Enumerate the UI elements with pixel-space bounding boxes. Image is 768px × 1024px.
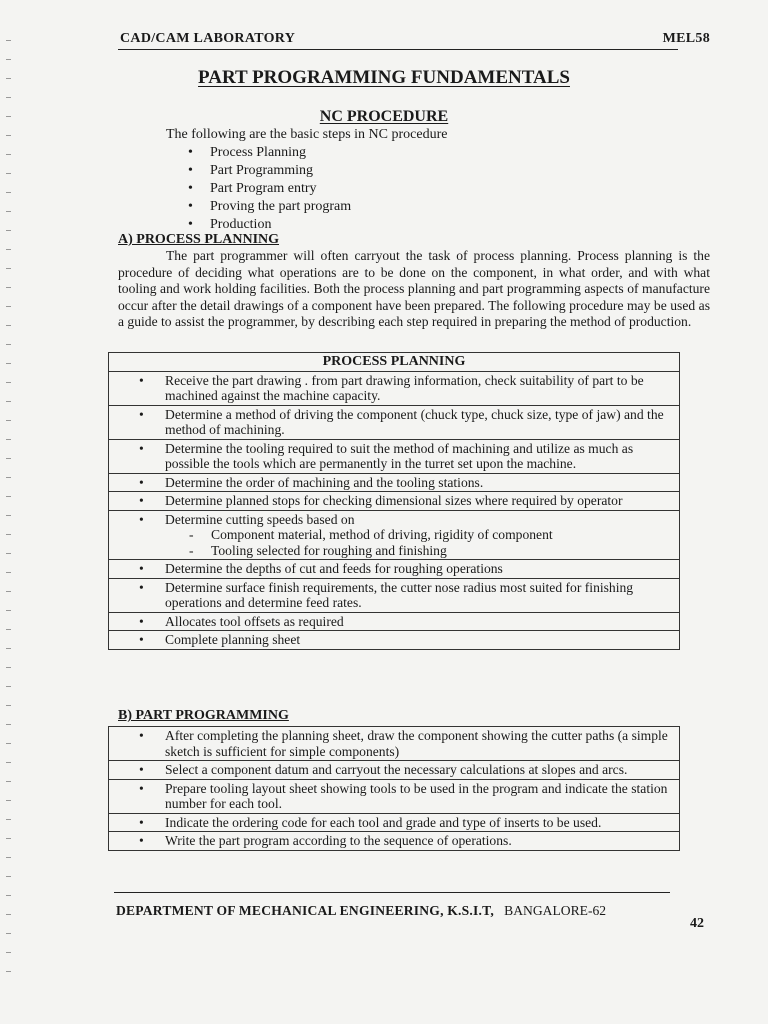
- header-course-code: MEL58: [662, 31, 710, 46]
- header-divider: [118, 49, 678, 50]
- part-programming-table: [108, 726, 680, 851]
- list-item: • Part Programming: [188, 162, 351, 180]
- table-row: • Receive the part drawing . from part drawing information, check suitability of part to be machined against the machine capacity.: [109, 371, 680, 405]
- table-row: • Select a component datum and carryout the necessary calculations at slopes and arcs.: [109, 761, 680, 780]
- page-title: PART PROGRAMMING FUNDAMENTALS: [198, 67, 570, 88]
- page-number: 42: [690, 916, 704, 931]
- table-row: • Determine surface finish requirements, the cutter nose radius most suited for finishing operations and determine feed rates.: [109, 578, 680, 612]
- section-b-heading: B) PART PROGRAMMING: [118, 708, 289, 723]
- list-item: • Proving the part program: [188, 198, 351, 216]
- steps-list: [188, 144, 351, 234]
- header-lab-name: CAD/CAM LABORATORY: [120, 31, 296, 46]
- table-row: • Determine the depths of cut and feeds for roughing operations: [109, 560, 680, 579]
- section-a-heading: A) PROCESS PLANNING: [118, 232, 280, 247]
- table-row: • Write the part program according to the sequence of operations.: [109, 832, 680, 851]
- footer: [116, 903, 606, 919]
- section-a-paragraph: The part programmer will often carryout the task of process planning. Process planning is the procedure of deciding what operations are to be done on the component, in what order, and with what tooling and work holding facilities. Both the process planning and part programming aspects of manufacture occur after the detail drawings of a component have been prepared. The following procedure may be used as a guide to assist the programmer, by describing each step required in preparing the method of production.: [118, 248, 710, 330]
- table-row: • After completing the planning sheet, draw the component showing the cutter paths (a simple sketch is sufficient for simple components): [109, 727, 680, 761]
- table-row: • Prepare tooling layout sheet showing tools to be used in the program and indicate the station number for each tool.: [109, 779, 680, 813]
- list-item: • Production: [188, 216, 351, 234]
- sub-item: - Tooling selected for roughing and finishing: [189, 543, 673, 559]
- table-row: • Determine planned stops for checking dimensional sizes where required by operator: [109, 492, 680, 511]
- footer-location: BANGALORE-62: [504, 903, 607, 918]
- table-row: • Complete planning sheet: [109, 631, 680, 650]
- footer-divider: [114, 892, 670, 893]
- footer-department: DEPARTMENT OF MECHANICAL ENGINEERING, K.S.I.T,: [116, 903, 494, 918]
- table-row: • Determine a method of driving the component (chuck type, chuck size, type of jaw) and the method of machining.: [109, 405, 680, 439]
- sub-item: - Component material, method of driving, rigidity of component: [189, 527, 673, 543]
- section-title: NC PROCEDURE: [319, 108, 449, 125]
- process-planning-table: [108, 352, 680, 650]
- table-row: • Determine the tooling required to suit the method of machining and utilize as much as possible the tools which are permanently in the turret set upon the machine.: [109, 439, 680, 473]
- table-row: • Determine the order of machining and the tooling stations.: [109, 473, 680, 492]
- table-row: • Indicate the ordering code for each tool and grade and type of inserts to be used.: [109, 813, 680, 832]
- table-row: • Allocates tool offsets as required: [109, 612, 680, 631]
- intro-text: The following are the basic steps in NC procedure: [166, 127, 448, 142]
- list-item: • Process Planning: [188, 144, 351, 162]
- list-item: • Part Program entry: [188, 180, 351, 198]
- table-row: • Determine cutting speeds based on - Component material, method of driving, rigidity of component - Tooling selected for roughing and finishing: [109, 510, 680, 560]
- binding-margin: [6, 40, 14, 1020]
- table-title: PROCESS PLANNING: [109, 353, 680, 372]
